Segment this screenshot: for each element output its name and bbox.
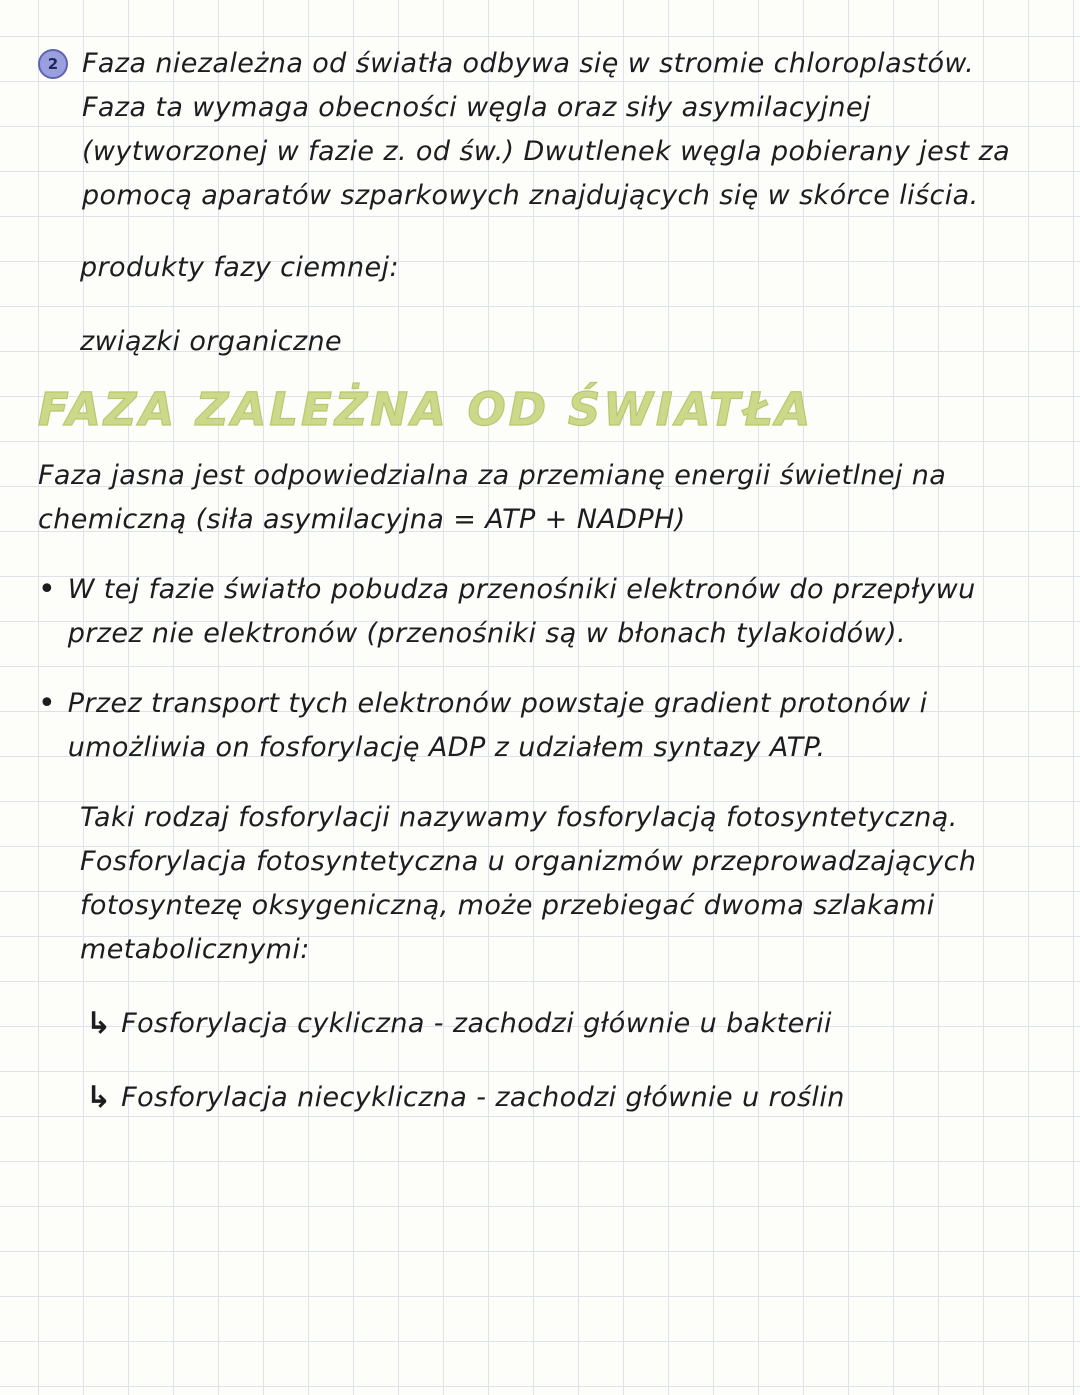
dark-phase-paragraph: Faza niezależna od światła odbywa się w stromie chloroplastów. Faza ta wymaga obecności węgla oraz siły asymilacyjnej (wytworzonej w fazie z. od św.) Dwutlenek węgla pobierany jest za pomocą aparatów szparkowych znajdujących się w skórce liścia. <box>82 48 1011 211</box>
bullet-dot-icon: • <box>38 686 56 721</box>
pathway-item-cyclic <box>86 1002 1042 1046</box>
bullet-text-proton-gradient: Przez transport tych elektronów powstaje gradient protonów i umożliwia on fosforylację ADP z udziałem syntazy ATP. <box>67 688 928 763</box>
branch-arrow-icon: ↳ <box>86 1006 112 1041</box>
bullet-text-electron-carriers: W tej fazie światło pobudza przenośniki elektronów do przepływu przez nie elektronów (przenośniki są w błonach tylakoidów). <box>67 574 976 649</box>
light-phase-intro: Faza jasna jest odpowiedzialna za przemianę energii świetlnej na chemiczną (siła asymilacyjna = ATP + NADPH) <box>38 460 947 535</box>
bullet-item-electron-carriers <box>38 568 1042 656</box>
pathway-text-cyclic: Fosforylacja cykliczna - zachodzi głównie u bakterii <box>121 1008 832 1039</box>
dark-phase-block <box>38 42 1042 218</box>
list-number-badge: 2 <box>38 49 68 79</box>
phosphorylation-paragraph: Taki rodzaj fosforylacji nazywamy fosforylacją fotosyntetyczną. Fosforylacja fotosyntetyczna u organizmów przeprowadzających fotosyntezę oksygeniczną, może przebiegać dwoma szlakami metabolicznymi: <box>80 802 977 965</box>
bullet-item-proton-gradient <box>38 682 1042 770</box>
pathway-item-noncyclic <box>86 1076 1042 1120</box>
bullet-dot-icon: • <box>38 572 56 607</box>
pathway-text-noncyclic: Fosforylacja niecykliczna - zachodzi głównie u roślin <box>121 1082 845 1113</box>
section-heading-light-phase: FAZA ZALEŻNA OD ŚWIATŁA <box>38 383 814 436</box>
branch-arrow-icon: ↳ <box>86 1080 112 1115</box>
dark-phase-products-label: produkty fazy ciemnej: <box>80 252 399 283</box>
dark-phase-products-value: związki organiczne <box>80 326 343 357</box>
